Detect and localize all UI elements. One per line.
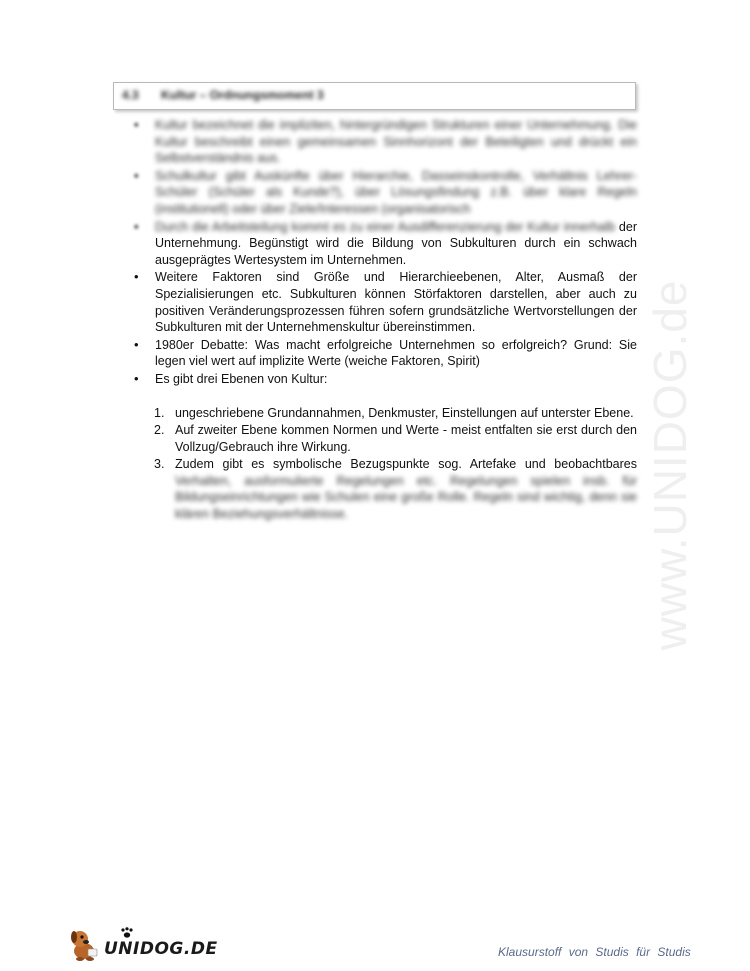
bullet-text: Weitere Faktoren sind Größe und Hierarchieebenen, Alter, Ausmaß der Spezialisierungen etc. Subkulturen können Störfaktoren darstellen, aber auch zu positiven Veränderungsprozessen führen sofern grundsätzliche Wertvorstellungen der Subkulturen mit der Unternehmenskultur übereinstimmen. xyxy=(155,270,637,335)
unidog-logo xyxy=(66,925,218,965)
bullet-text: Es gibt drei Ebenen von Kultur: xyxy=(155,371,328,386)
level-text-blurred: Verhalten, ausformulierte Regelungen etc. Regelungen spielen insb. für Bildungseinrichtungen wie Schulen eine große Rolle. Regeln sind wichtig, denn sie klären Beziehungsverhältnisse. xyxy=(175,473,637,522)
level-text: Auf zweiter Ebene kommen Normen und Werte - meist entfalten sie erst durch den Vollzug/Gebrauch ihre Wirkung. xyxy=(175,423,637,454)
bullet-list xyxy=(132,117,637,388)
watermark xyxy=(644,255,696,675)
footer-tagline: Klausurstoff von Studis für Studis xyxy=(498,945,691,959)
section-title: Kultur – Ordnungsmoment 3 xyxy=(161,88,324,102)
logo-text: UNIDOG.DE xyxy=(104,939,218,959)
section-number: 4.3 xyxy=(122,88,139,102)
watermark-text: www.UNIDOG.de xyxy=(644,279,696,651)
level-number: 2. xyxy=(154,423,165,438)
bullet-item xyxy=(132,269,637,335)
level-item xyxy=(132,456,637,522)
content-body xyxy=(132,117,637,524)
paw-icon xyxy=(120,927,134,939)
section-heading-box xyxy=(113,82,636,110)
bullet-item xyxy=(132,117,637,167)
bullet-text-blurred: Durch die Arbeitsteilung kommt es zu einer Ausdifferenzierung der Kultur innerhalb xyxy=(155,219,616,234)
level-text: Zudem gibt es symbolische Bezugspunkte sog. Artefake und beobachtbares xyxy=(175,457,637,472)
bullet-text: Kultur bezeichnet die impliziten, hintergründigen Strukturen einer Unternehmung. Die Kultur beschreibt einen gemeinsamen Sinnhorizont der Beteiligten und drückt ein Selbstverständnis aus. xyxy=(155,118,637,166)
level-number: 3. xyxy=(154,457,165,472)
level-text: ungeschriebene Grundannahmen, Denkmuster, Einstellungen auf unterster Ebene. xyxy=(175,405,634,420)
bullet-item xyxy=(132,337,637,370)
dog-mascot-icon xyxy=(66,925,106,965)
bullet-text: der Unternehmung. Begünstigt wird die Bildung von Subkulturen durch ein schwach ausgeprägtes Wertesystem im Unternehmen. xyxy=(155,219,637,267)
bullet-item xyxy=(132,371,637,388)
bullet-item xyxy=(132,219,637,269)
level-number: 1. xyxy=(154,405,165,420)
culture-levels-list xyxy=(132,405,637,523)
bullet-text: 1980er Debatte: Was macht erfolgreiche Unternehmen so erfolgreich? Grund: Sie legen viel wert auf implizite Werte (weiche Faktoren, Spirit) xyxy=(155,337,637,369)
bullet-item xyxy=(132,168,637,218)
bullet-text: Schulkultur gibt Auskünfte über Hierarchie, Dasseinskontrolle, Verhältnis Lehrer-Schüler (Schüler als Kunde?), über Lösungsfindung z.B. über klare Regeln (institutionell) oder über Ziele/Interessen (organisatorisch xyxy=(155,168,637,216)
level-item xyxy=(132,422,637,455)
level-item xyxy=(132,405,637,422)
